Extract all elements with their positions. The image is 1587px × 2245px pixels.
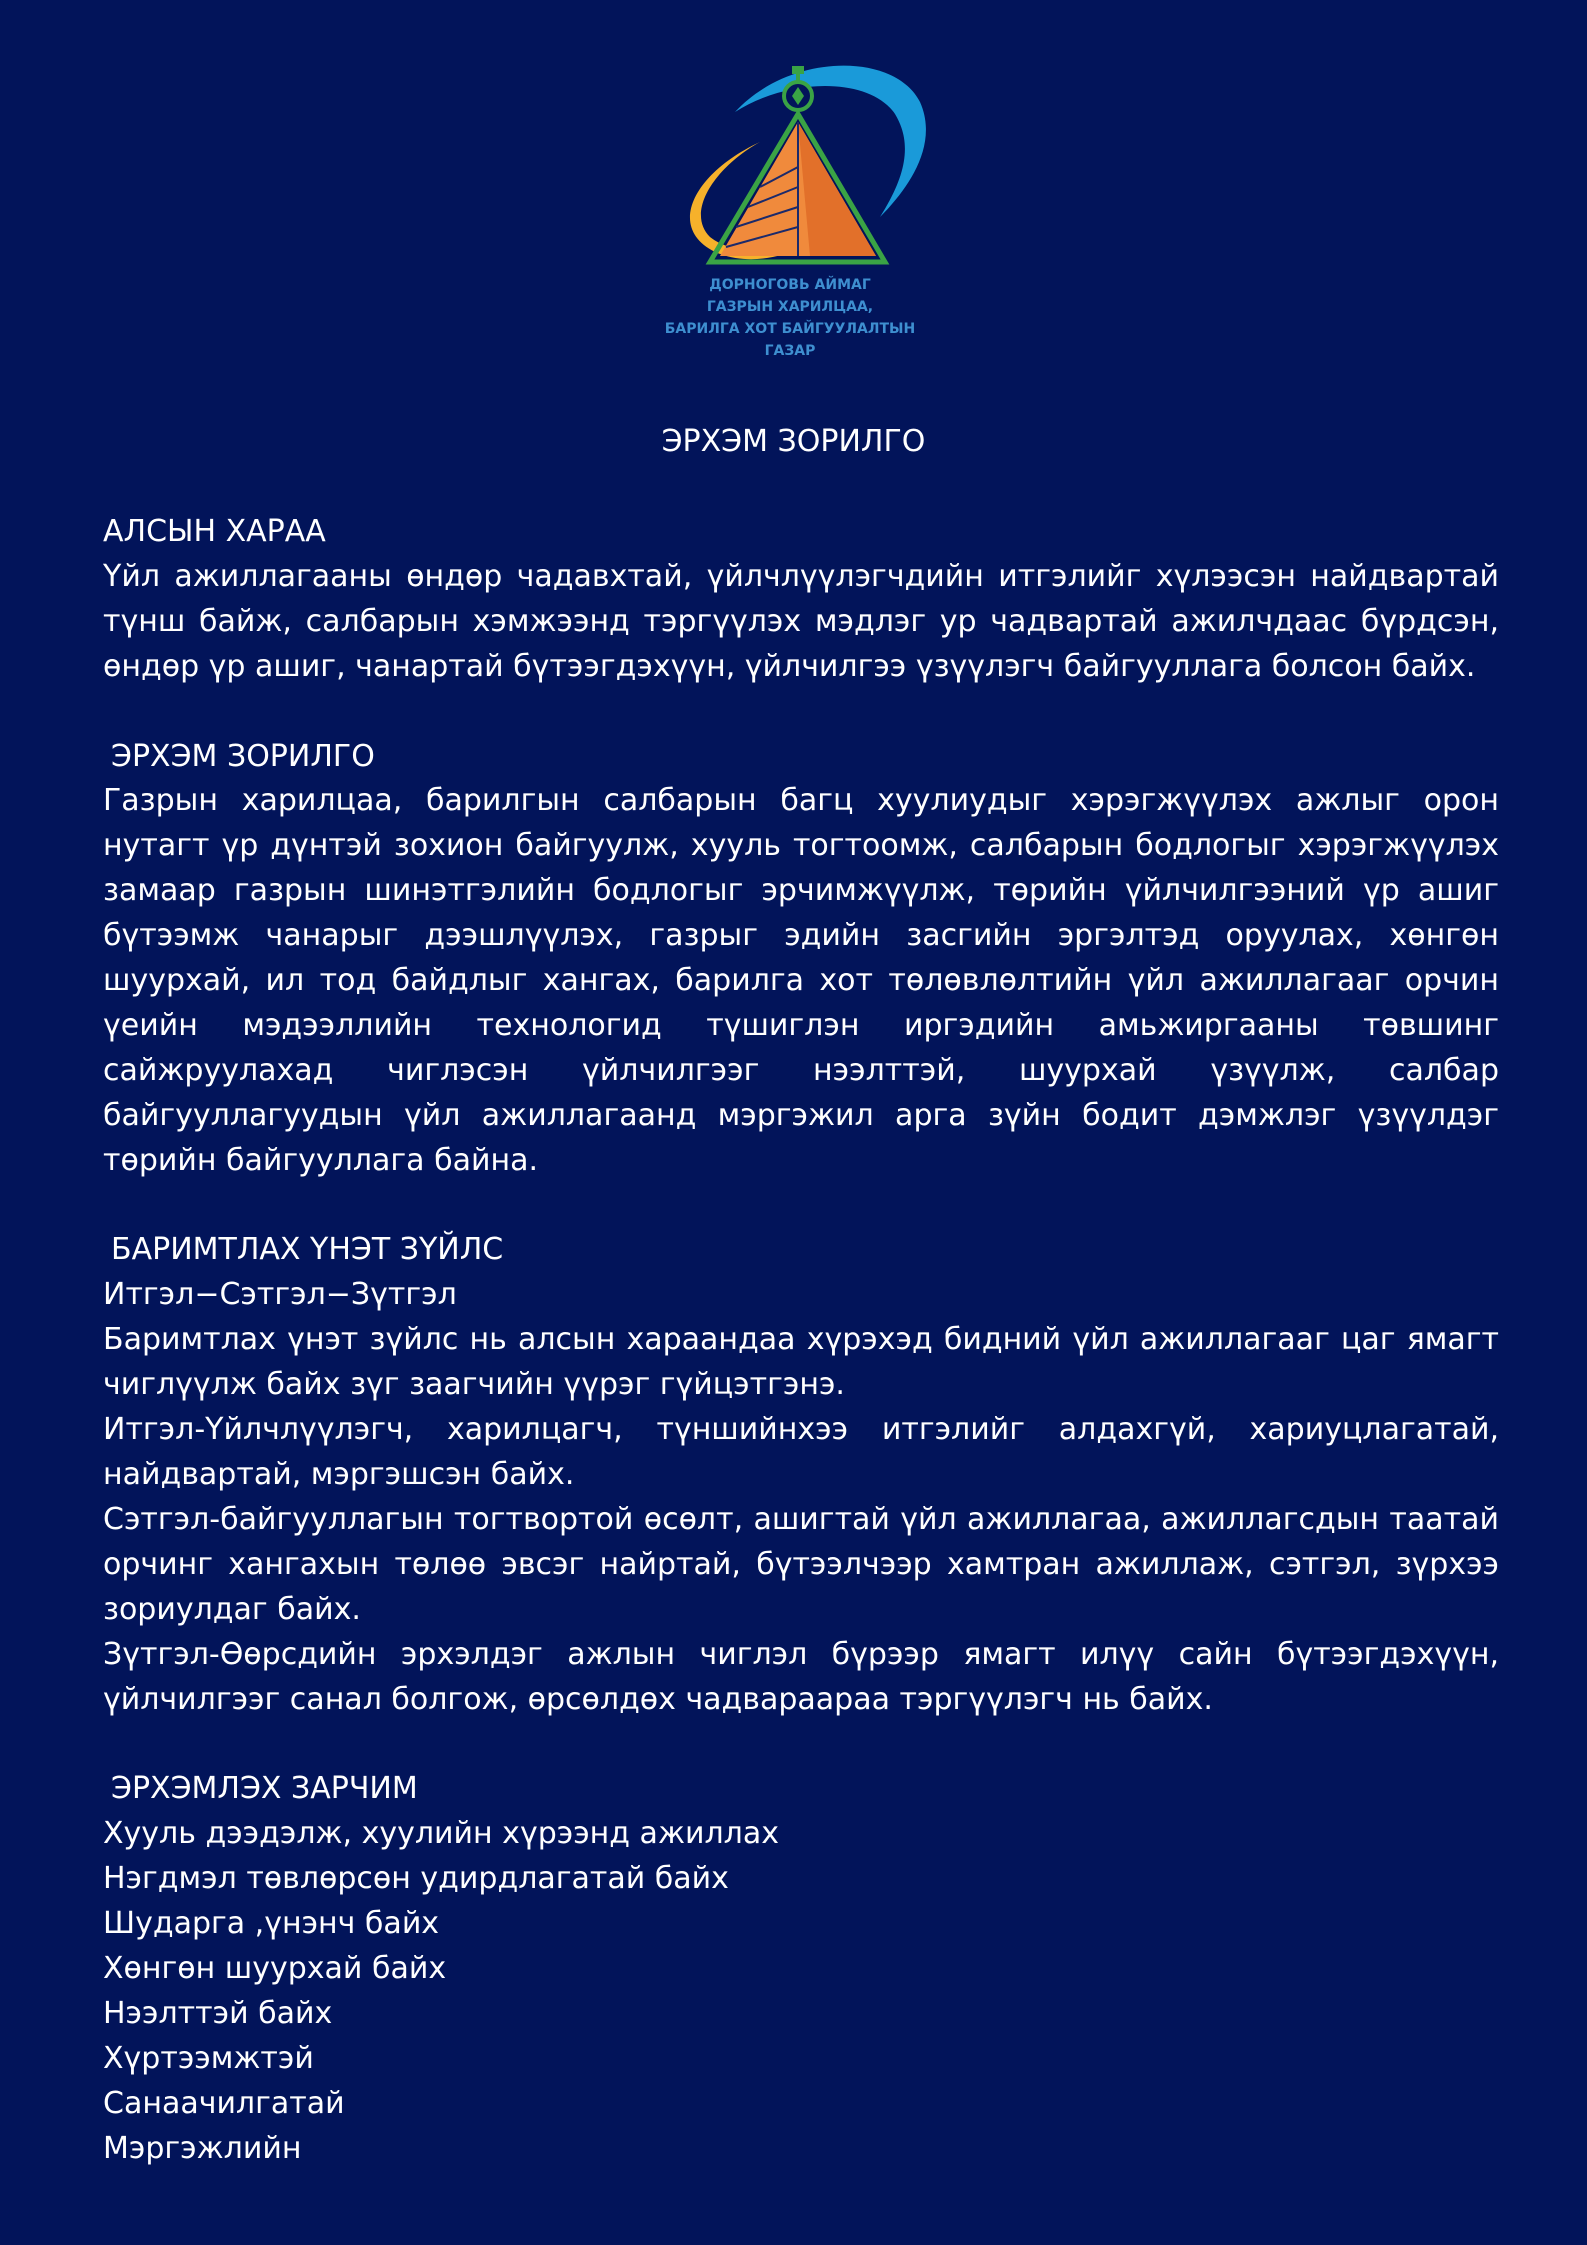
mission-text: Газрын харилцаа, барилгын салбарын багц хуулиудыг хэрэгжүүлэх ажлыг орон нутагт үр дүнтэй зохион байгуулж, хууль тогтоомж, салбарын бодлогыг хэрэгжүүлэх замаар газрын шинэтгэлийн бодлогыг эрчимжүүлж, төрийн үйлчилгээний үр ашиг бүтээмж чанарыг дээшлүүлэх, газрыг эдийн засгийн эргэлтэд оруулах, хөнгөн шуурхай, ил тод байдлыг хангах, барилга хот төлөвлөлтийн үйл ажиллагааг орчин үеийн мэдээллийн технологид түшиглэн иргэдийн амьжиргааны төвшинг сайжруулахад чиглэсэн үйлчилгээг нээлттэй, шуурхай үзүүлж, салбар байгууллагуудын үйл ажиллагаанд мэргэжил арга зүйн бодит дэмжлэг үзүүлдэг төрийн байгууллага байна. xyxy=(103,783,1499,1178)
mission-heading: ЭРХЭМ ЗОРИЛГО xyxy=(111,738,375,774)
organization-logo xyxy=(640,52,940,382)
logo-caption-line: ДОРНОГОВЬ АЙМАГ xyxy=(709,277,871,293)
values-paragraph: Зүтгэл-Өөрсдийн эрхэлдэг ажлын чиглэл бүрээр ямагт илүү сайн бүтээгдэхүүн, үйлчилгээг санал болгож, өрсөлдөх чадвараараа тэргүүлэгч нь байх. xyxy=(103,1636,1499,1717)
logo-caption-line: ГАЗАР xyxy=(764,343,816,359)
list-item: Санаачилгатай xyxy=(103,2085,345,2121)
logo-caption xyxy=(640,274,940,362)
list-item: Мэргэжлийн xyxy=(103,2130,302,2166)
list-item: Шударга ,үнэнч байх xyxy=(103,1906,440,1942)
list-item: Хүртээмжтэй xyxy=(103,2040,314,2076)
vision-text: Үйл ажиллагааны өндөр чадавхтай, үйлчлүүлэгчдийн итгэлийг хүлээсэн найдвартай түнш байж, салбарын хэмжээнд тэргүүлэх мэдлэг ур чадвартай ажилчдаас бүрдсэн, өндөр үр ашиг, чанартай бүтээгдэхүүн, үйлчилгээ үзүүлэгч байгууллага болсон байх. xyxy=(103,558,1499,684)
principles-section xyxy=(103,1767,1499,2171)
logo-pyramid-shade xyxy=(798,122,876,256)
list-item: Хууль дээдэлж, хуулийн хүрээнд ажиллах xyxy=(103,1816,779,1852)
values-paragraph: Баримтлах үнэт зүйлс нь алсын хараандаа хүрэхэд бидний үйл ажиллагааг цаг ямагт чиглүүлж байх зүг заагчийн үүрэг гүйцэтгэнэ. xyxy=(103,1322,1499,1403)
vision-heading: АЛСЫН ХАРАА xyxy=(103,514,326,549)
section-spacer xyxy=(103,1184,1499,1229)
section-spacer xyxy=(103,690,1499,735)
values-section xyxy=(103,1228,1499,1722)
principles-heading: ЭРХЭМЛЭХ ЗАРЧИМ xyxy=(111,1771,418,1807)
page-title: ЭРХЭМ ЗОРИЛГО xyxy=(661,424,926,459)
list-item: Нээлттэй байх xyxy=(103,1995,333,2031)
values-paragraph: Итгэл-Үйлчлүүлэгч, харилцагч, түншийнхээ итгэлийг алдахгүй, хариуцлагатай, найдвартай, мэргэшсэн байх. xyxy=(103,1412,1499,1492)
logo-caption-line: ГАЗРЫН ХАРИЛЦАА, xyxy=(706,299,874,315)
values-motto: Итгэл−Сэтгэл−Зүтгэл xyxy=(103,1277,457,1313)
section-spacer xyxy=(103,1722,1499,1767)
logo-caption-line: БАРИЛГА ХОТ БАЙГУУЛАЛТЫН xyxy=(664,321,916,337)
list-item: Нэгдмэл төвлөрсөн удирдлагатай байх xyxy=(103,1861,729,1897)
values-paragraph: Сэтгэл-байгууллагын тогтвортой өсөлт, ашигтай үйл ажиллагаа, ажиллагсдын таатай орчинг хангахын төлөө эвсэг найртай, бүтээлчээр хамтран ажиллаж, сэтгэл, зүрхээ зориулдаг байх. xyxy=(103,1501,1499,1627)
list-item: Хөнгөн шуурхай байх xyxy=(103,1950,447,1986)
main-content xyxy=(103,510,1499,2171)
logo-emblem xyxy=(640,52,940,277)
mission-section xyxy=(103,735,1499,1184)
principles-list xyxy=(103,1812,1499,2171)
values-heading: БАРИМТЛАХ ҮНЭТ ЗҮЙЛС xyxy=(111,1232,504,1268)
vision-section xyxy=(103,510,1499,690)
